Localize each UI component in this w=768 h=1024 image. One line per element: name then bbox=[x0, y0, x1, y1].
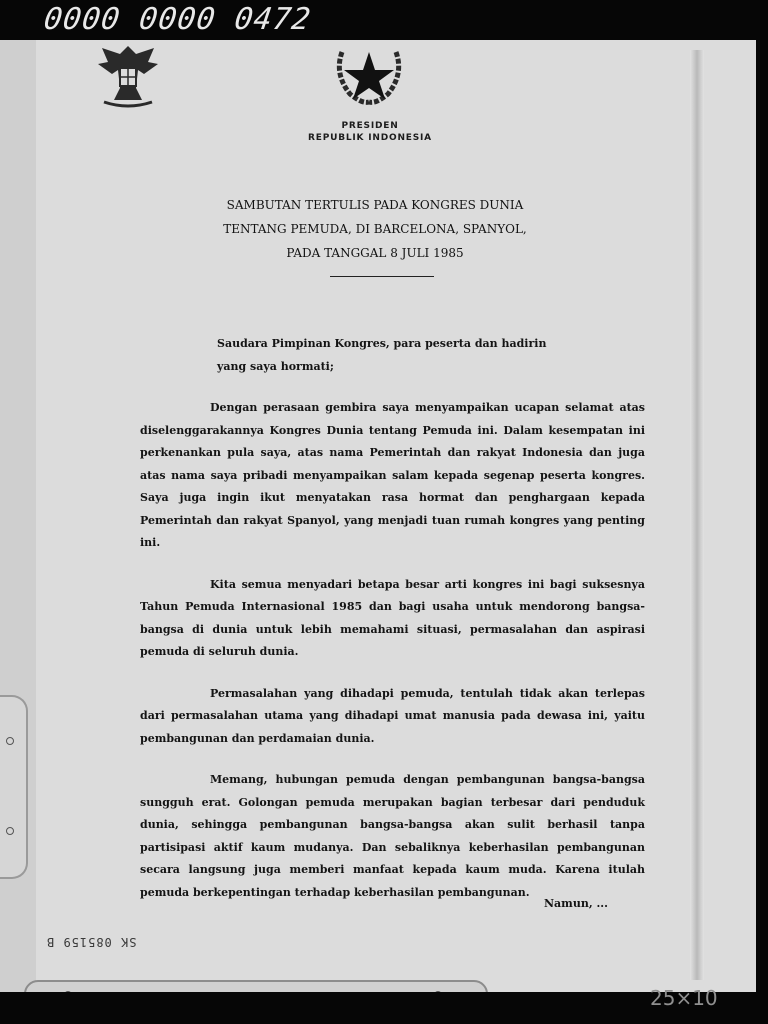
film-reduction-mark: 25×10 bbox=[650, 986, 718, 1010]
salutation-line-2: yang saya hormati; bbox=[217, 359, 334, 373]
binder-tab bbox=[0, 695, 28, 879]
speech-body bbox=[140, 333, 645, 923]
paragraph: Kita semua menyadari betapa besar arti kongres ini bagi suksesnya Tahun Pemuda Internasional 1985 dan bagi usaha untuk mendorong bangsa-bangsa di dunia untuk lebih memahami situasi, permasalahan dan aspirasi pemuda di seluruh dunia. bbox=[140, 577, 645, 658]
presidential-star-emblem-icon bbox=[328, 40, 410, 106]
paragraph: Memang, hubungan pemuda dengan pembangunan bangsa-bangsa sungguh erat. Golongan pemuda merupakan bagian terbesar dari penduduk dunia, sehingga pembangunan bangsa-bangsa akan sulit berhasil tanpa partisipasi aktif kaum mudanya. Dan sebaliknya keberhasilan pembangunan secara langsung juga memberi manfaat kepada kaum muda. Karena itulah pemuda berkepentingan terhadap keberhasilan pembangunan. bbox=[140, 773, 645, 899]
film-frame-number: 0000 0000 0472 bbox=[41, 2, 314, 37]
title-line-3: PADA TANGGAL 8 JULI 1985 bbox=[286, 246, 464, 260]
title-divider bbox=[330, 276, 434, 277]
document-page bbox=[0, 40, 756, 992]
letterhead-line-1: PRESIDEN bbox=[341, 121, 399, 131]
punch-hole bbox=[6, 737, 14, 745]
archive-stamp: SK 085159 B bbox=[46, 935, 137, 949]
punch-hole bbox=[6, 827, 14, 835]
paragraph: Dengan perasaan gembira saya menyampaikan ucapan selamat atas diselenggarakannya Kongres Dunia tentang Pemuda ini. Dalam kesempatan ini perkenankan pula saya, atas nama Pemerintah dan rakyat Indonesia dan juga atas nama saya pribadi menyampaikan salam kepada segenap peserta kongres. Saya juga ingin ikut menyatakan rasa hormat dan penghargaan kepada Pemerintah dan rakyat Spanyol, yang menjadi tuan rumah kongres yang penting ini. bbox=[140, 401, 645, 549]
continuation-note: Namun, ... bbox=[544, 897, 608, 910]
letterhead-line-2: REPUBLIK INDONESIA bbox=[308, 133, 432, 143]
speech-title bbox=[180, 193, 570, 265]
paragraph: Permasalahan yang dihadapi pemuda, tentulah tidak akan terlepas dari permasalahan utama yang dihadapi umat manusia pada dewasa ini, yaitu pembangunan dan perdamaian dunia. bbox=[140, 686, 645, 745]
punch-hole bbox=[64, 991, 72, 992]
letterhead bbox=[270, 120, 470, 144]
salutation-line-1: Saudara Pimpinan Kongres, para peserta dan hadirin bbox=[217, 337, 547, 350]
title-line-1: SAMBUTAN TERTULIS PADA KONGRES DUNIA bbox=[226, 198, 524, 212]
page-fold-shadow bbox=[690, 50, 704, 980]
binder-strip bbox=[24, 980, 488, 992]
punch-hole bbox=[434, 991, 442, 992]
salutation bbox=[140, 333, 645, 378]
title-line-2: TENTANG PEMUDA, DI BARCELONA, SPANYOL, bbox=[223, 222, 527, 236]
garuda-emblem-icon bbox=[90, 40, 166, 110]
